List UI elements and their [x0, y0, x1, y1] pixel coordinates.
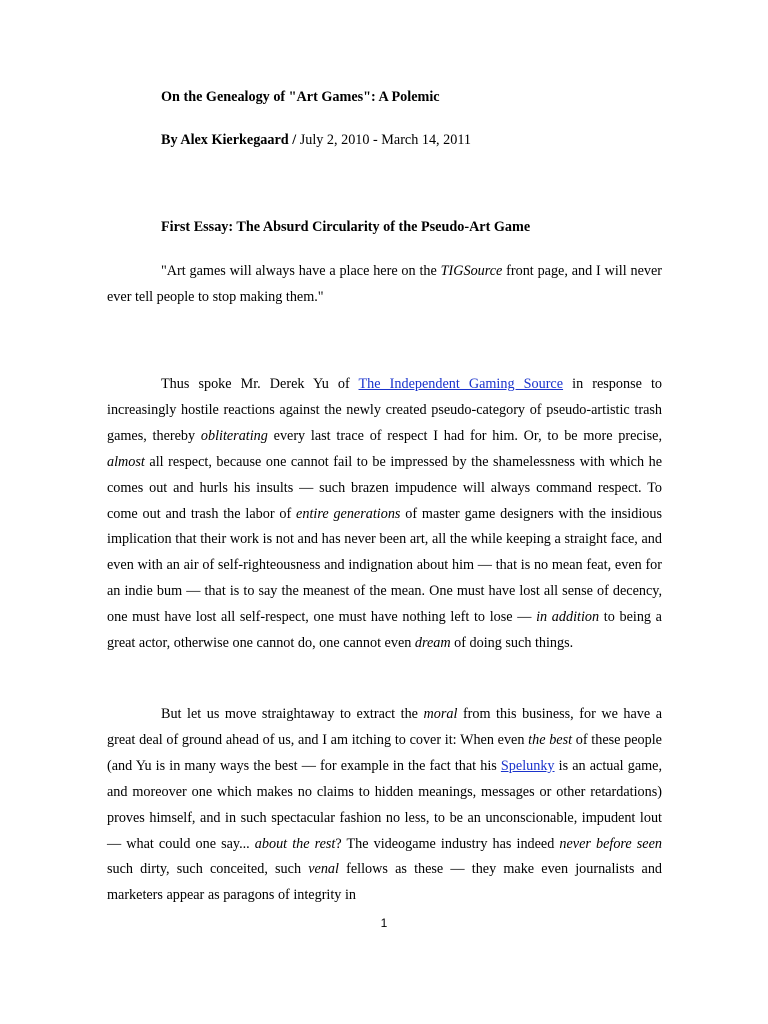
page-number: 1 [380, 916, 388, 930]
emphasis-text: almost [107, 453, 145, 470]
emphasis-text: obliterating [200, 427, 268, 444]
document-title: On the Genealogy of "Art Games": A Polemic [161, 89, 440, 105]
text-run: in response to increasingly hostile reactions against the newly created pseudo-category of pseudo-artistic trash games, thereby [107, 376, 662, 444]
byline [161, 132, 471, 149]
text-run: is an actual game, and moreover one which makes no claims to hidden meanings, messages or other retardations) proves himself, and in such spectacular fashion no less, to be an unconscionable, impudent lout — what could one say... [107, 757, 662, 852]
text-run: But let us move straightaway to extract the [161, 706, 424, 722]
emphasis-text: entire generations [296, 505, 401, 522]
emphasis-text: the best [528, 731, 573, 748]
paragraph-3 [107, 702, 662, 909]
emphasis-text: venal [308, 861, 339, 878]
emphasis-text: moral [423, 706, 458, 722]
text-run: of these people (and Yu is in many ways the best — for example in the fact that his [107, 731, 662, 774]
byline-dates: July 2, 2010 - March 14, 2011 [299, 132, 472, 148]
text-run: from this business, for we have a great deal of ground ahead of us, and I am itching to cover it: When even [107, 706, 663, 748]
text-run: fellows as these — they make even journalists and marketers appear as paragons of integrity in [107, 861, 663, 904]
emphasis-text: dream [414, 635, 451, 652]
text-run: every last trace of respect I had for him. Or, to be more precise, [267, 427, 662, 444]
text-run: all respect, because one cannot fail to be impressed by the shamelessness with which he comes out and hurls his insults — such brazen impudence will always command respect. To come out and trash the labor of [107, 453, 662, 522]
text-run: such dirty, such conceited, such [107, 861, 309, 878]
emphasis-text: in addition [536, 609, 600, 626]
text-run: ? The videogame industry has indeed [335, 835, 560, 852]
emphasis-text: TIGSource [440, 263, 503, 279]
inline-link[interactable]: The Independent Gaming Source [358, 376, 564, 392]
essay-title: First Essay: The Absurd Circularity of the Pseudo-Art Game [161, 219, 531, 235]
text-run: Thus spoke Mr. Derek Yu of [161, 376, 359, 392]
paragraph-1 [107, 259, 662, 311]
paragraph-2 [107, 372, 662, 657]
text-run: "Art games will always have a place here on the [161, 263, 441, 279]
emphasis-text: about the rest [254, 835, 336, 852]
text-run: to being a great actor, otherwise one cannot do, one cannot even [107, 609, 662, 652]
inline-link[interactable]: Spelunky [500, 757, 555, 774]
byline-author: By Alex Kierkegaard / [161, 132, 297, 148]
text-run: front page, and I will never ever tell people to stop making them." [107, 263, 662, 305]
emphasis-text: never before seen [559, 835, 662, 852]
text-run: of master game designers with the insidious implication that their work is not and has never been art, all the while keeping a straight face, and even with an air of self-righteousness and indignation about him — that is no mean feat, even for an indie bum — that is to say the meanest of the mean. One must have lost all sense of decency, one must have lost all self-respect, one must have nothing left to lose — [107, 505, 662, 626]
text-run: of doing such things. [450, 635, 574, 652]
